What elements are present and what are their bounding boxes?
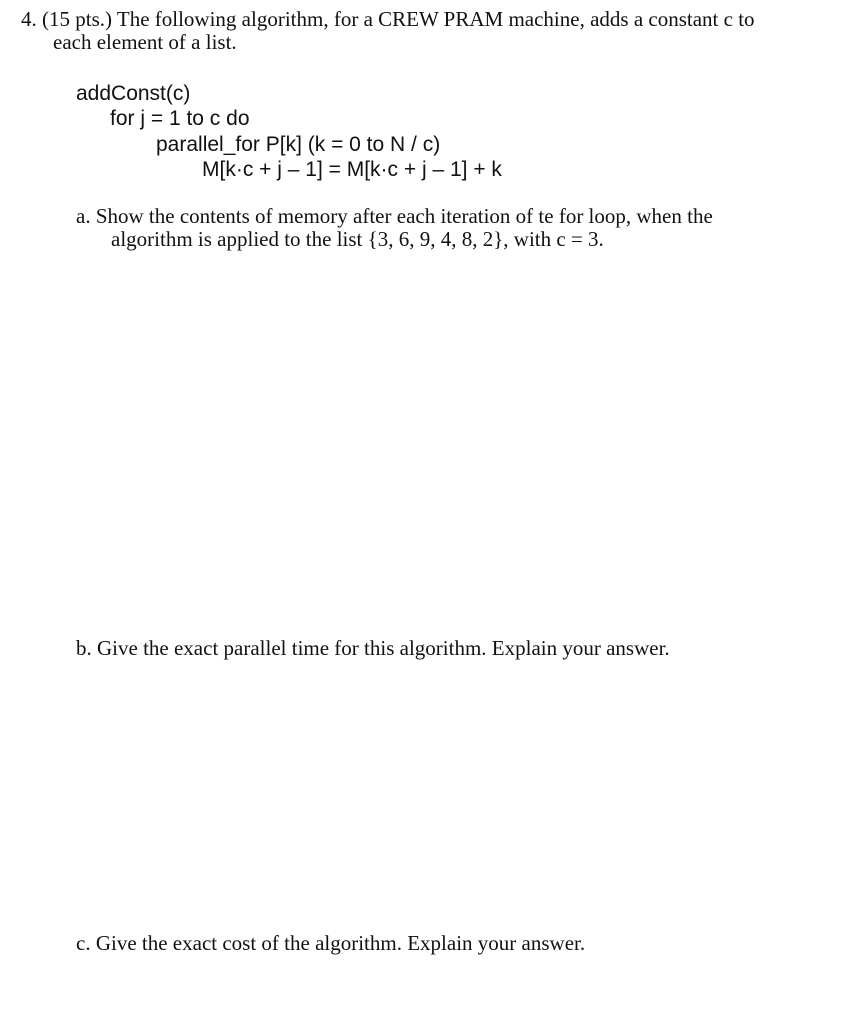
part-a-line-2: algorithm is applied to the list {3, 6, 9, 4, 8, 2}, with c = 3. — [111, 227, 604, 251]
part-c: c. Give the exact cost of the algorithm. Explain your answer. — [76, 931, 586, 955]
algorithm-parallel-for: parallel_for P[k] (k = 0 to N / c) — [156, 133, 441, 156]
question-line-2: each element of a list. — [53, 30, 237, 54]
question-line-1: 4. (15 pts.) The following algorithm, for a CREW PRAM machine, adds a constant c to — [21, 7, 755, 31]
algorithm-header: addConst(c) — [76, 82, 191, 105]
part-a-line-1: a. Show the contents of memory after each iteration of te for loop, when the — [76, 204, 713, 228]
algorithm-assignment: M[k·c + j – 1] = M[k·c + j – 1] + k — [202, 158, 502, 181]
question-prompt — [21, 8, 843, 54]
algorithm-for-loop: for j = 1 to c do — [110, 107, 250, 130]
part-a — [76, 205, 838, 251]
part-b: b. Give the exact parallel time for this algorithm. Explain your answer. — [76, 636, 670, 660]
